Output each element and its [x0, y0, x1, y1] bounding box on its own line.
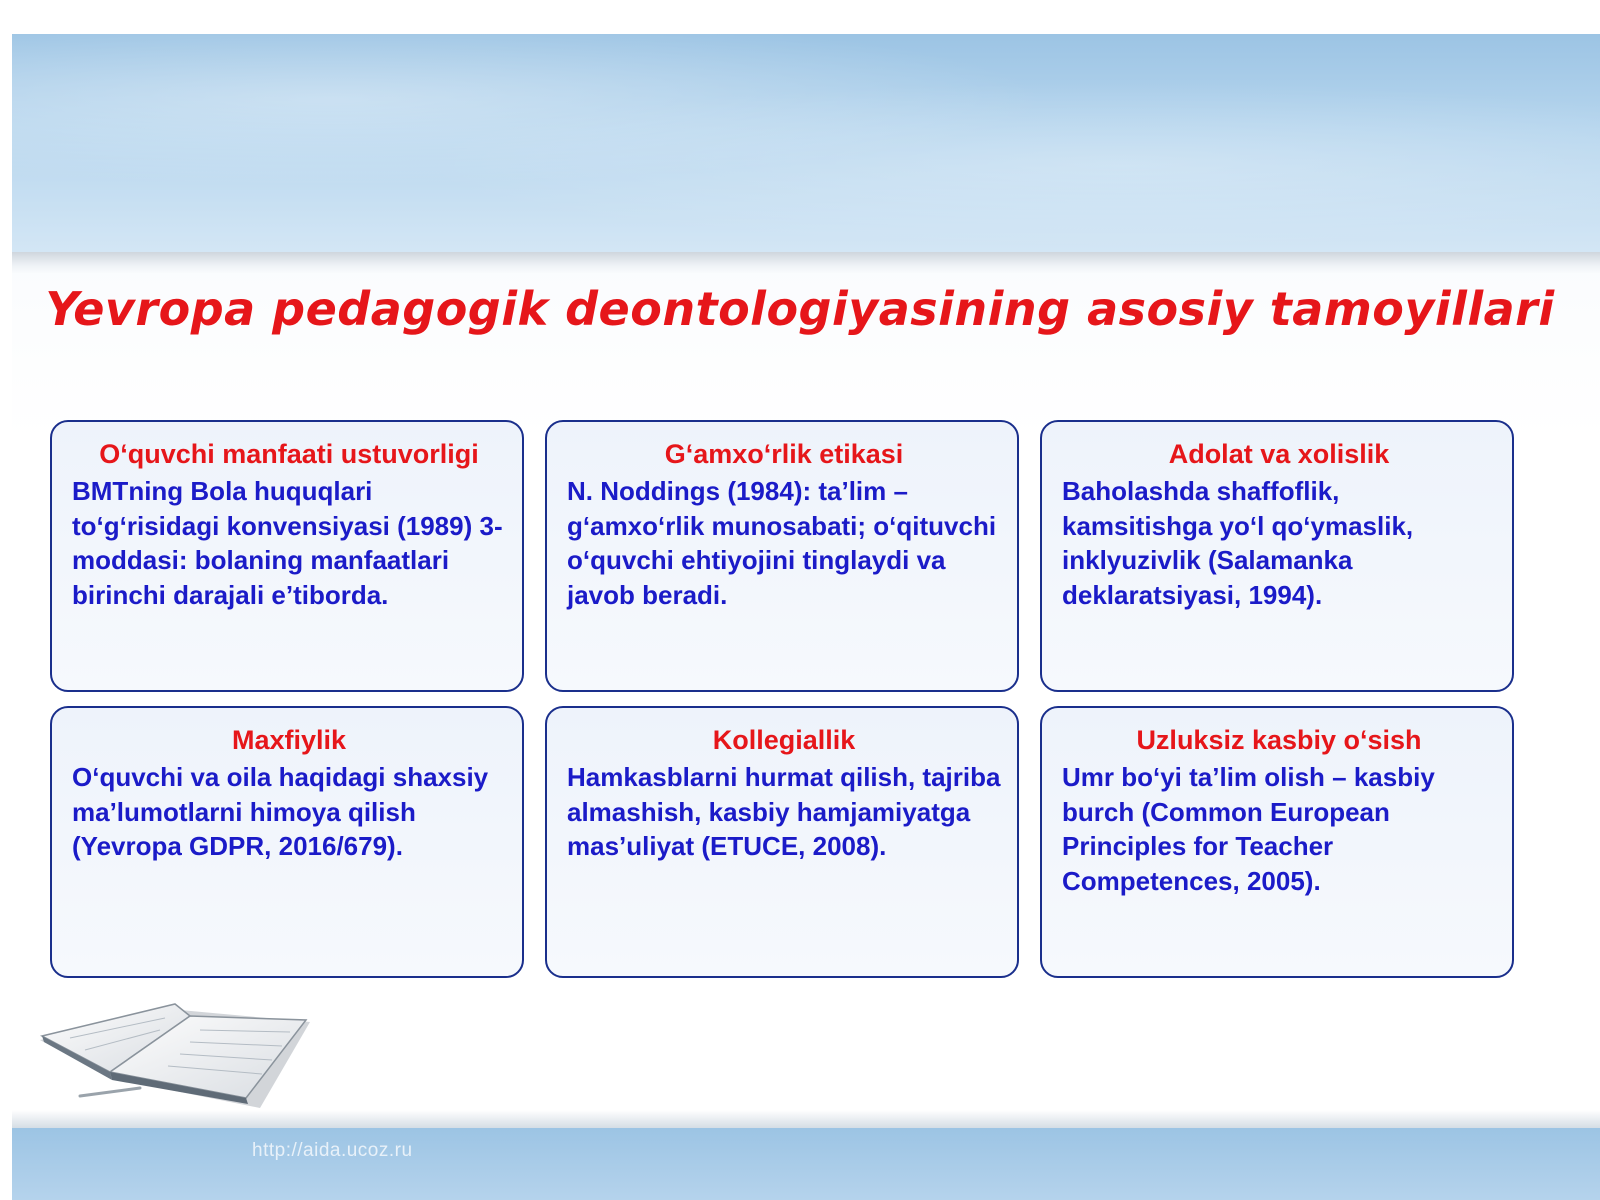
principle-card-1 — [50, 420, 524, 692]
slide-title: Yevropa pedagogik deontologiyasining asosiy tamoyillari — [45, 282, 1555, 336]
card-title: Kollegiallik — [712, 725, 856, 755]
card-text: O‘quvchi va oila haqidagi shaxsiy ma’lumotlarni himoya qilish (Yevropa GDPR, 2016/679). — [72, 762, 489, 861]
card-text: BMTning Bola huquqlari to‘g‘risidagi konvensiyasi (1989) 3-moddasi: bolaning manfaatlari birinchi darajali e’tiborda. — [72, 476, 503, 610]
principle-card-5 — [545, 706, 1019, 978]
card-title: G‘amxo‘rlik etikasi — [664, 439, 904, 469]
principle-card-4 — [50, 706, 524, 978]
header-band-shadow — [12, 252, 1600, 274]
principle-card-6 — [1040, 706, 1514, 978]
footer-url: http://aida.ucoz.ru — [252, 1140, 413, 1161]
header-band — [12, 34, 1600, 252]
card-title: O‘quvchi manfaati ustuvorligi — [99, 439, 479, 469]
card-title: Uzluksiz kasbiy o‘sish — [1136, 725, 1422, 755]
card-text: Baholashda shaffoflik, kamsitishga yo‘l qo‘ymaslik, inklyuzivlik (Salamanka deklaratsiyasi, 1994). — [1062, 476, 1414, 610]
footer-band-shadow — [12, 1110, 1600, 1128]
card-text: N. Noddings (1984): ta’lim – g‘amxo‘rlik munosabati; o‘qituvchi o‘quvchi ehtiyojini tinglaydi va javob beradi. — [567, 476, 997, 610]
card-text: Umr bo‘yi ta’lim olish – kasbiy burch (Common European Principles for Teacher Competences, 2005). — [1062, 762, 1435, 896]
principle-card-2 — [545, 420, 1019, 692]
card-title: Adolat va xolislik — [1168, 439, 1390, 469]
slide — [12, 34, 1600, 1200]
open-book-icon — [40, 1000, 330, 1120]
card-title: Maxfiylik — [231, 725, 347, 755]
footer-band — [12, 1128, 1600, 1200]
card-text: Hamkasblarni hurmat qilish, tajriba almashish, kasbiy hamjamiyatga mas’uliyat (ETUCE, 2008). — [567, 762, 1001, 861]
principle-card-3 — [1040, 420, 1514, 692]
